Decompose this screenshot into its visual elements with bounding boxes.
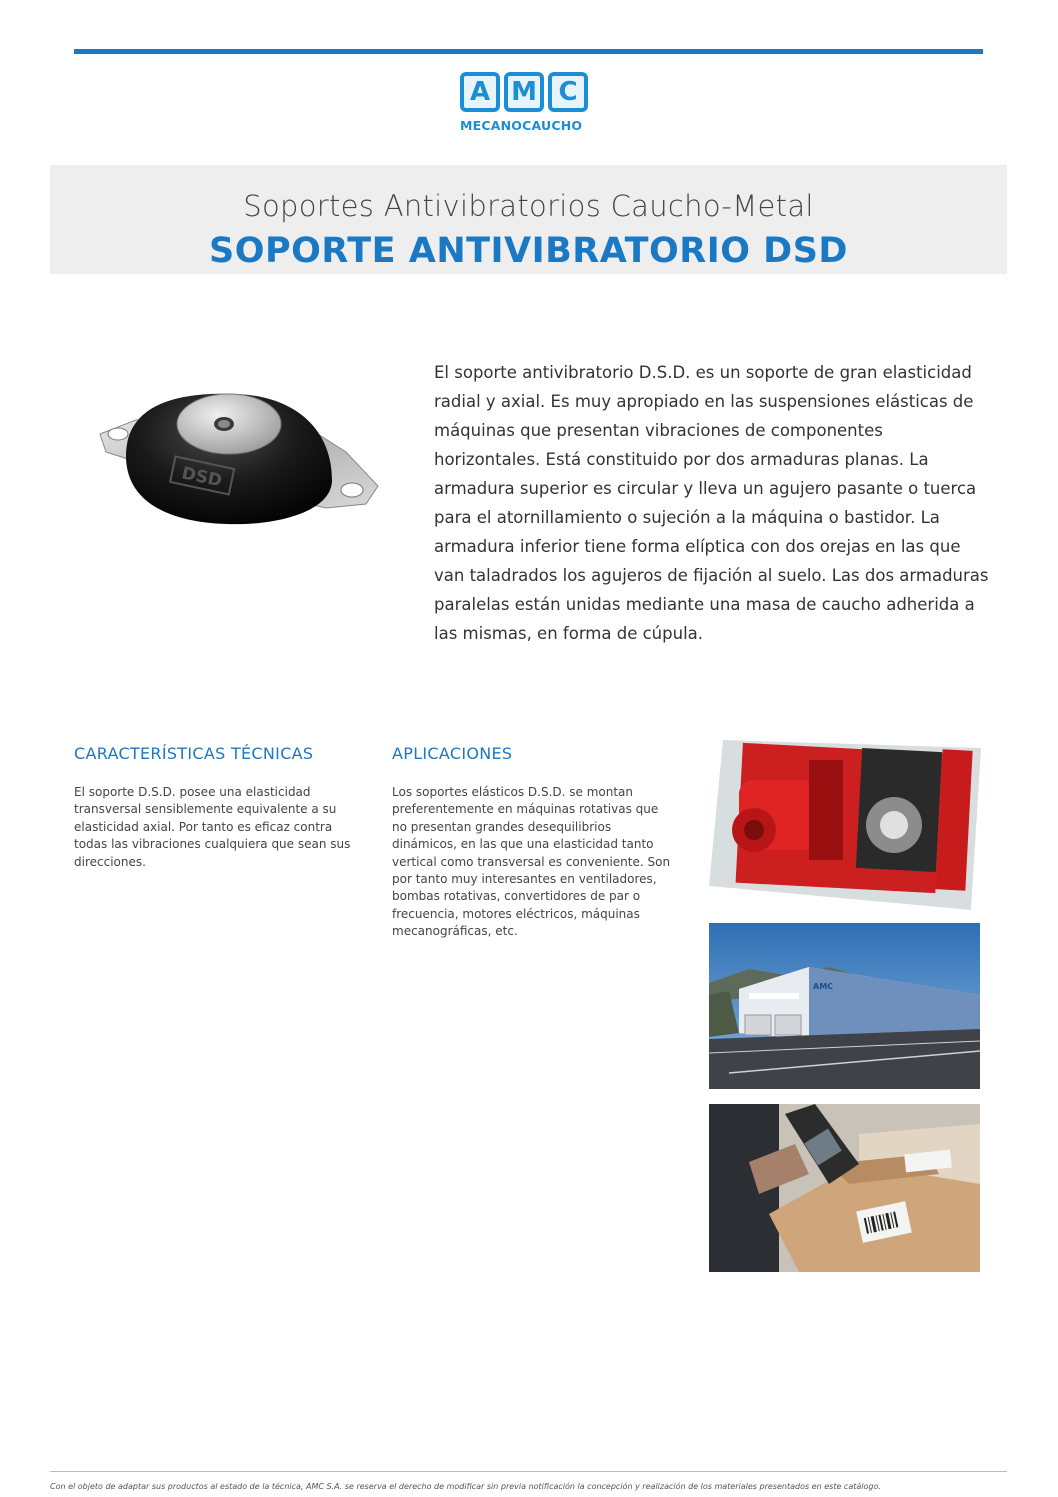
product-description: El soporte antivibratorio D.S.D. es un soporte de gran elasticidad radial y axial. Es muy apropiado en las suspensiones elásticas de máquinas que presentan vibraciones de componentes horizontales. Está constituido por dos armaduras planas. La armadura superior es circular y lleva un agujero pasante o tuerca para el atornillamiento o sujeción a la máquina o bastidor. La armadura inferior tiene forma elíptica con dos orejas en las que van taladrados los agujeros de fijación al suelo. Las dos armaduras paralelas están unidas mediante una masa de caucho adherida a las mismas, en forma de cúpula. [434,363,989,643]
building-sign: AMC [813,982,834,991]
building-photo [709,923,980,1089]
features-heading: CARACTERÍSTICAS TÉCNICAS [74,744,314,763]
logo-letter: C [548,72,588,112]
footer-disclaimer: Con el objeto de adaptar sus productos al estado de la técnica, AMC S.A. se reserva el derecho de modificar sin previa notificación la concepción y realización de los materiales presentados en este catálogo. [50,1482,881,1491]
product-image [96,390,381,530]
machinery-photo [709,740,981,910]
page-title: SOPORTE ANTIVIBRATORIO DSD [209,231,848,271]
applications-heading: APLICACIONES [392,744,513,763]
applications-text: Los soportes elásticos D.S.D. se montan preferentemente en máquinas rotativas que no presentan grandes desequilibrios dinámicos, en las que una elasticidad tanto vertical como transversal es conveniente. Son por tanto muy interesantes en ventiladores, bombas rotativas, convertidores de par o frecuencia, motores eléctricos, máquinas mecanográficas, etc. [392,785,671,939]
logo-brand-name: MECANOCAUCHO [460,118,583,133]
logistics-photo [709,1104,980,1272]
logo-letters [460,72,596,112]
header-rule [74,49,983,54]
product-mark: DSD [179,463,224,492]
category-subtitle: Soportes Antivibratorios Caucho-Metal [243,189,814,223]
features-text: El soporte D.S.D. posee una elasticidad transversal sensiblemente equivalente a su elasticidad axial. Por tanto es eficaz contra todas las vibraciones cualquiera que sean sus direcciones. [74,785,351,869]
logo-letter: A [460,72,500,112]
footer-rule [50,1471,1007,1472]
logo-letter: M [504,72,544,112]
amc-logo[interactable] [460,72,596,138]
hero-banner [50,165,1007,274]
